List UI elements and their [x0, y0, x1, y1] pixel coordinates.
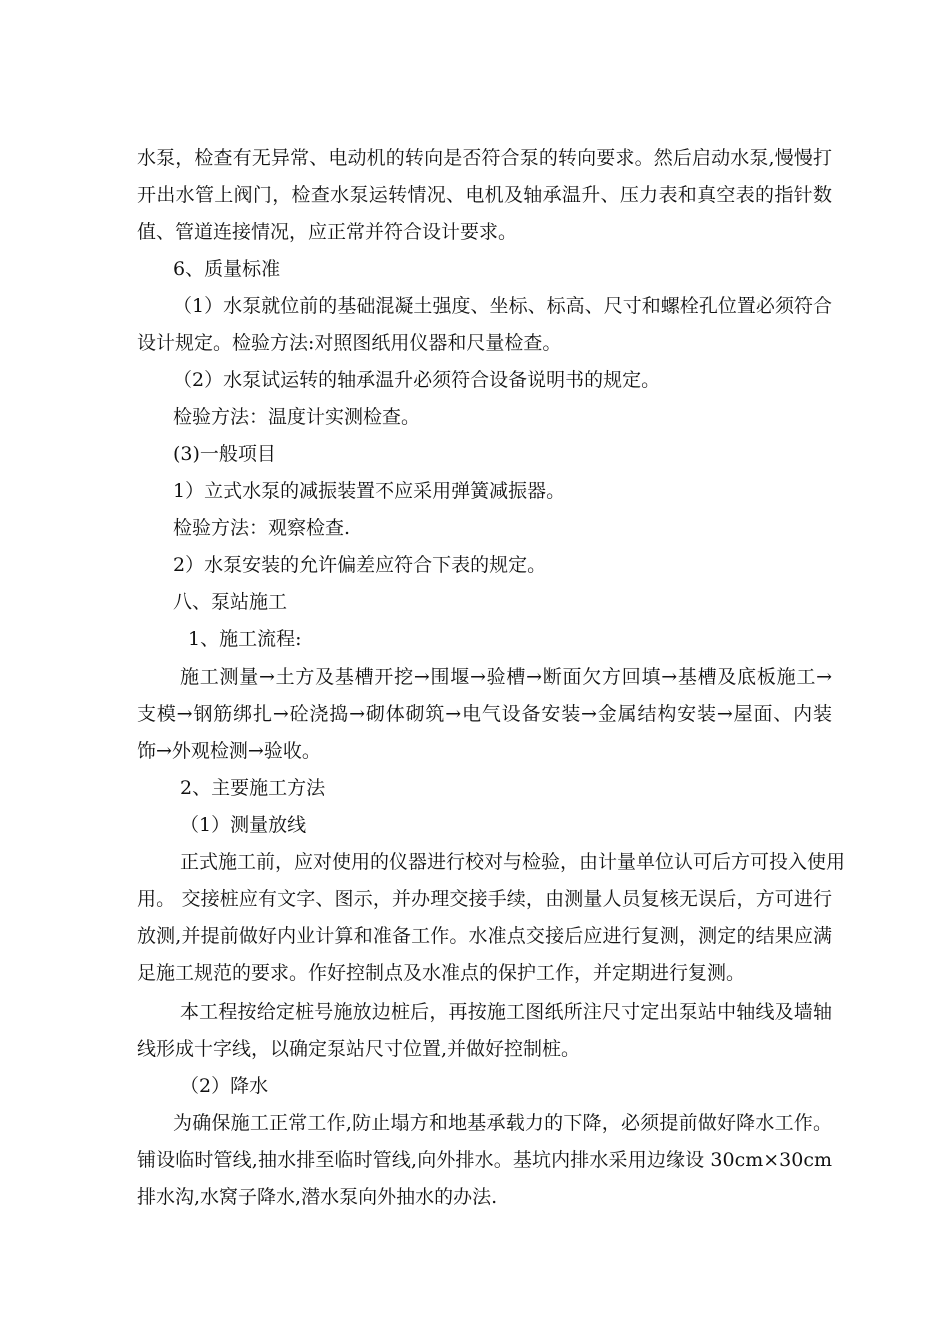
subsection-heading: （2）降水 — [180, 1075, 269, 1097]
paragraph-line: 足施工规范的要求。作好控制点及水准点的保护工作，并定期进行复测。 — [137, 962, 746, 984]
paragraph-line: 开出水管上阀门，检查水泵运转情况、电机及轴承温升、压力表和真空表的指针数 — [137, 184, 832, 206]
paragraph-line: 用。 交接桩应有文字、图示，并办理交接手续，由测量人员复核无误后，方可进行 — [137, 888, 832, 910]
paragraph-line: 支模→钢筋绑扎→砼浇捣→砌体砌筑→电气设备安装→金属结构安装→屋面、内装 — [137, 703, 832, 725]
paragraph-line: 设计规定。检验方法:对照图纸用仪器和尺量检查。 — [137, 332, 562, 354]
paragraph-line: （1）水泵就位前的基础混凝土强度、坐标、标高、尺寸和螺栓孔位置必须符合 — [173, 295, 832, 317]
subsection-heading: （1）测量放线 — [180, 814, 307, 836]
paragraph-line: 2）水泵安装的允许偏差应符合下表的规定。 — [173, 554, 547, 576]
paragraph-line: 检验方法：观察检查. — [173, 517, 351, 539]
paragraph-line: 本工程按给定桩号施放边桩后，再按施工图纸所注尺寸定出泵站中轴线及墙轴 — [180, 1001, 832, 1023]
section-heading: 6、质量标准 — [173, 258, 281, 280]
paragraph-line: 1）立式水泵的减振装置不应采用弹簧减振器。 — [173, 480, 566, 502]
paragraph-line: 排水沟,水窝子降水,潜水泵向外抽水的办法. — [137, 1186, 498, 1208]
section-heading: 八、泵站施工 — [173, 591, 288, 613]
paragraph-line: 线形成十字线，以确定泵站尺寸位置,并做好控制桩。 — [137, 1038, 581, 1060]
subsection-heading: 2、主要施工方法 — [180, 777, 326, 799]
paragraph-line: 为确保施工正常工作,防止塌方和地基承载力的下降，必须提前做好降水工作。 — [173, 1112, 832, 1134]
paragraph-line: 水泵，检查有无异常、电动机的转向是否符合泵的转向要求。然后启动水泵,慢慢打 — [137, 147, 832, 169]
subsection-heading: (3)一般项目 — [173, 443, 276, 465]
paragraph-line: 饰→外观检测→验收。 — [137, 740, 321, 762]
paragraph-line: 施工测量→土方及基槽开挖→围堰→验槽→断面欠方回填→基槽及底板施工→ — [180, 666, 832, 688]
paragraph-line: 铺设临时管线,抽水排至临时管线,向外排水。基坑内排水采用边缘设 30cm×30cm — [137, 1149, 832, 1171]
paragraph-line: 正式施工前，应对使用的仪器进行校对与检验，由计量单位认可后方可投入使用 — [180, 851, 846, 873]
paragraph-line: 值、管道连接情况，应正常并符合设计要求。 — [137, 221, 518, 243]
paragraph-line: 放测,并提前做好内业计算和准备工作。水准点交接后应进行复测，测定的结果应满 — [137, 925, 832, 947]
paragraph-line: 检验方法：温度计实测检查。 — [173, 406, 421, 428]
subsection-heading: 1、施工流程: — [188, 628, 302, 650]
paragraph-line: （2）水泵试运转的轴承温升必须符合设备说明书的规定。 — [173, 369, 661, 391]
